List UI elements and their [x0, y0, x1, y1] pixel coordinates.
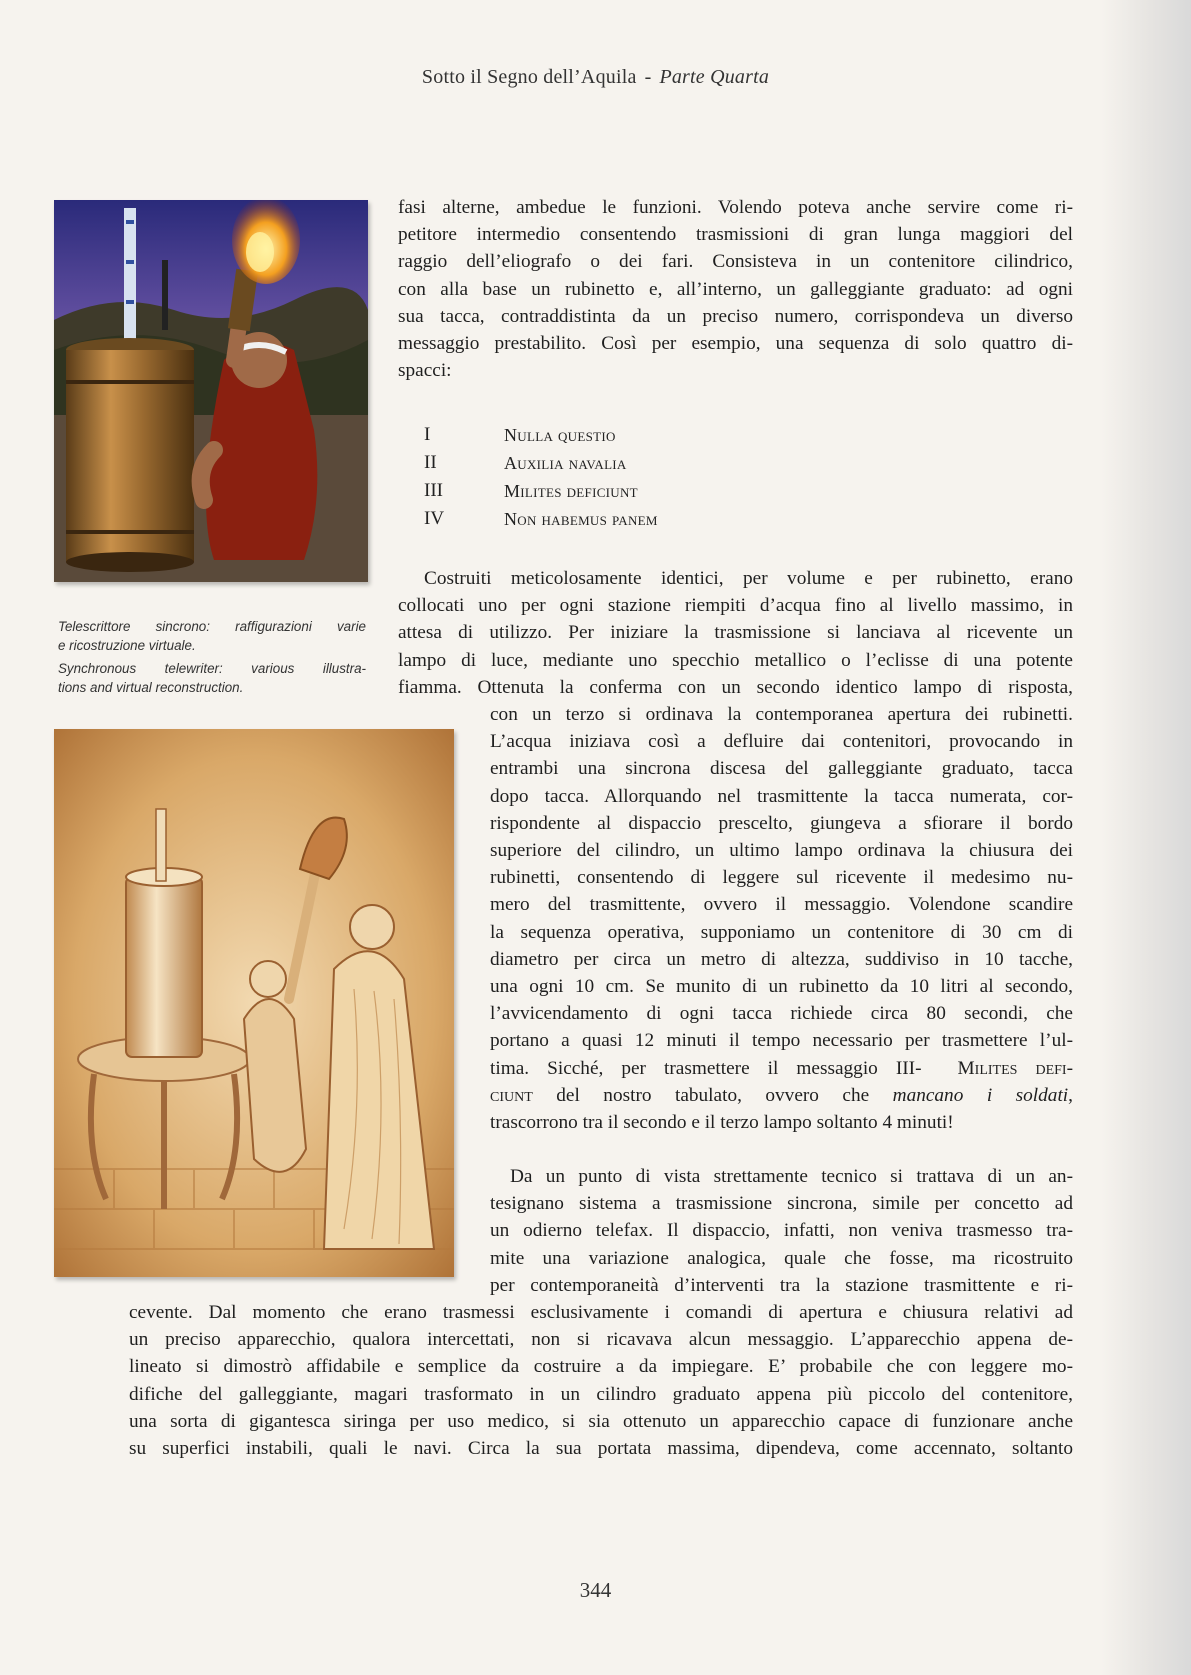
text-line: su superfici instabili, quali le navi. Circa la sua portata massima, dipendeva, come accennato, soltanto — [129, 1438, 1073, 1460]
running-head — [0, 66, 1191, 89]
text-line: attesa di utilizzo. Per iniziare la trasmissione si lanciava al ricevente un — [398, 622, 1073, 644]
message-list — [424, 421, 864, 533]
text-line: L’acqua iniziava così a defluire dai contenitori, provocando in — [490, 731, 1073, 753]
text-line: lineato si dimostrò affidabile e semplice da costruire a da impiegare. E’ probabile che con leggere mo- — [129, 1356, 1073, 1378]
text-line: tesignano sistema a trasmissione sincrona, simile per concetto ad — [490, 1193, 1073, 1215]
message-text: Auxilia navalia — [504, 453, 627, 473]
emphasis-text: mancano i soldati — [892, 1084, 1069, 1106]
text-line: raggio dell’eliografo o dei fari. Consisteva in un contenitore cilindrico, — [398, 251, 1073, 273]
text-line: per contemporaneità d’interventi tra la stazione trasmittente e ri- — [490, 1274, 1073, 1296]
text-line: fiamma. Ottenuta la conferma con un secondo identico lampo di risposta, — [398, 676, 1073, 698]
text-line: lampo di luce, mediante uno specchio metallico o l’eclisse di una potente — [398, 649, 1073, 671]
text-line: trascorrono tra il secondo e il terzo lampo soltanto 4 minuti! — [490, 1112, 954, 1134]
message-text: Non habemus panem — [504, 509, 658, 529]
paragraph-1 — [398, 194, 1073, 384]
text-line: la sequenza operativa, supponiamo un contenitore di 30 cm di — [490, 921, 1073, 943]
paragraph-2-wide — [398, 565, 1073, 701]
text-segment: del nostro tabulato, ovvero che — [532, 1084, 893, 1106]
text-line: fasi alterne, ambedue le funzioni. Volendo poteva anche servire come ri- — [398, 197, 1073, 218]
caption-line: Telescrittore sincrono: raffigurazioni varie — [58, 619, 366, 634]
text-line: portano a quasi 12 minuti il tempo necessario per trasmettere l’ul- — [490, 1030, 1073, 1052]
list-item — [424, 449, 864, 477]
text-line: una sorta di gigantesca siringa per uso medico, si sia ottenuto un apparecchio capace di funzionare anche — [129, 1410, 1073, 1432]
message-number: IV — [424, 508, 445, 529]
text-line: un odierno telefax. Il dispaccio, infatti, non veniva trasmesso tra- — [490, 1220, 1073, 1242]
figure-telewriter-illustration — [54, 200, 368, 582]
text-line: petitore intermedio consentendo trasmissioni di gran lunga maggiori del — [398, 224, 1073, 246]
list-item — [424, 421, 864, 449]
text-line: l’avvicendamento di ogni tacca richiede circa 80 secondi, che — [490, 1003, 1073, 1025]
text-line: un preciso apparecchio, qualora intercettati, non si ricavava alcun messaggio. L’apparecchio appena de- — [129, 1329, 1073, 1351]
text-line: rispondente al dispaccio prescelto, giungeva a sfiorare il bordo — [490, 812, 1073, 834]
message-reference: Milites defi- — [957, 1057, 1073, 1079]
text-line: spacci: — [398, 360, 452, 382]
text-line: collocati uno per ogni stazione riempiti d’acqua fino al livello massimo, in — [398, 595, 1073, 617]
part-title: Parte Quarta — [659, 66, 770, 88]
text-line: cevente. Dal momento che erano trasmessi esclusivamente i comandi di apertura e chiusura relativi ad — [129, 1302, 1073, 1323]
message-number: III — [424, 480, 443, 501]
text-line: Costruiti meticolosamente identici, per volume e per rubinetto, erano — [424, 568, 1073, 589]
text-line: messaggio prestabilito. Così per esempio, una sequenza di solo quattro di- — [398, 333, 1073, 355]
text-line: una ogni 10 cm. Se munito di un rubinetto da 10 litri al secondo, — [490, 976, 1073, 998]
text-line: rubinetti, consentendo di leggere sul ricevente il medesimo nu- — [490, 867, 1073, 889]
list-item — [424, 505, 864, 533]
text-segment: , — [1068, 1084, 1073, 1106]
figure-caption — [58, 617, 366, 697]
text-line — [490, 1055, 1073, 1082]
paragraph-2-narrow — [490, 701, 1073, 1136]
text-line — [490, 1082, 1073, 1109]
caption-line: e ricostruzione virtuale. — [58, 638, 196, 653]
text-line: mero del trasmittente, ovvero il messaggio. Volendone scandire — [490, 894, 1073, 916]
text-line: superiore del cilindro, un ultimo lampo ordinava la chiusura dei — [490, 840, 1073, 862]
text-line: con alla base un rubinetto e, all’interno, un galleggiante graduato: ad ogni — [398, 278, 1073, 300]
header-separator: - — [644, 66, 652, 88]
text-line: mite una variazione analogica, quale che fosse, ma ricostruito — [490, 1247, 1073, 1269]
book-title: Sotto il Segno dell’Aquila — [421, 66, 637, 88]
page-edge-shadow — [1101, 0, 1191, 1675]
message-text: Milites deficiunt — [504, 481, 638, 501]
message-number: II — [424, 452, 437, 473]
paragraph-3-narrow — [490, 1163, 1073, 1299]
text-line: sua tacca, contraddistinta da un preciso numero, corrispondeva un diverso — [398, 305, 1073, 327]
text-line: difiche del galleggiante, magari trasformato in un cilindro graduato appena più piccolo del contenitore, — [129, 1383, 1073, 1405]
message-number: I — [424, 424, 431, 445]
page-number: 344 — [579, 1578, 612, 1602]
list-item — [424, 477, 864, 505]
text-line: entrambi una sincrona discesa del galleggiante graduato, tacca — [490, 758, 1073, 780]
caption-line: tions and virtual reconstruction. — [58, 680, 244, 695]
caption-line: Synchronous telewriter: various illustra- — [58, 661, 366, 676]
text-line: con un terzo si ordinava la contemporanea apertura dei rubinetti. — [490, 704, 1073, 725]
text-line: dopo tacca. Allorquando nel trasmittente la tacca numerata, cor- — [490, 785, 1073, 807]
text-segment: tima. Sicché, per trasmettere il messaggio III- — [490, 1057, 922, 1079]
message-reference: ciunt — [490, 1084, 533, 1106]
paragraph-3-full — [129, 1299, 1073, 1462]
text-line: Da un punto di vista strettamente tecnico si trattava di un an- — [510, 1166, 1073, 1187]
message-text: Nulla questio — [504, 425, 616, 445]
text-line: diametro per circa un metro di altezza, suddiviso in 10 tacche, — [490, 948, 1073, 970]
figure-relief-reconstruction — [54, 729, 454, 1277]
